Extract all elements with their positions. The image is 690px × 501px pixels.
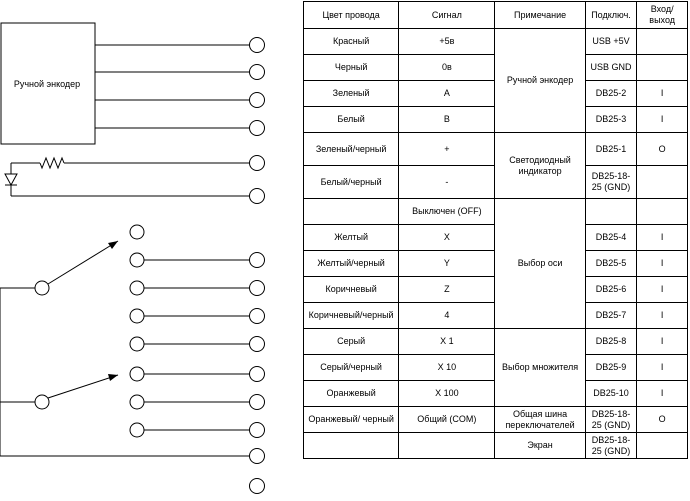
header-wire-color: Цвет провода xyxy=(304,2,399,29)
resistor-symbol xyxy=(40,158,64,168)
table-row xyxy=(304,29,688,55)
cell-connection: DB25-4 xyxy=(585,225,637,251)
cell-io xyxy=(637,55,688,81)
cell-io: I xyxy=(637,303,688,329)
note-led: Светодиодный индикатор xyxy=(495,133,585,199)
cell-io: O xyxy=(637,407,688,433)
terminal-circles xyxy=(250,38,265,494)
switch-wires xyxy=(0,241,249,456)
cell-connection: DB25-3 xyxy=(585,107,637,133)
cell-signal: Z xyxy=(399,277,495,303)
header-note: Примечание xyxy=(495,2,585,29)
led-triangle xyxy=(5,174,17,185)
switch-contacts xyxy=(130,225,144,437)
table-row xyxy=(304,199,688,225)
wiring-diagram xyxy=(0,0,300,501)
cell-io: I xyxy=(637,251,688,277)
cell-color: Оранжевый xyxy=(304,381,399,407)
cell-connection: DB25-2 xyxy=(585,81,637,107)
cell-io: I xyxy=(637,107,688,133)
cell-signal: +5в xyxy=(399,29,495,55)
cell-connection: DB25-18-25 (GND) xyxy=(585,166,637,199)
cell-connection: DB25-1 xyxy=(585,133,637,166)
note-multiplier: Выбор множителя xyxy=(495,329,585,407)
cell-color: Желтый/черный xyxy=(304,251,399,277)
cell-signal: - xyxy=(399,166,495,199)
cell-color: Белый/черный xyxy=(304,166,399,199)
table-row xyxy=(304,329,688,355)
cell-connection: DB25-8 xyxy=(585,329,637,355)
cell-color: Коричневый xyxy=(304,277,399,303)
cell-color xyxy=(304,433,399,459)
led-indicator-symbol xyxy=(5,158,249,196)
cell-color: Белый xyxy=(304,107,399,133)
cell-connection: DB25-7 xyxy=(585,303,637,329)
cell-connection: DB25-18-25 (GND) xyxy=(585,433,637,459)
header-signal: Сигнал xyxy=(399,2,495,29)
table-row xyxy=(304,433,688,459)
cell-signal: X 1 xyxy=(399,329,495,355)
cell-signal: A xyxy=(399,81,495,107)
cell-signal: B xyxy=(399,107,495,133)
cell-signal: Выключен (OFF) xyxy=(399,199,495,225)
cell-io xyxy=(637,29,688,55)
cell-connection: DB25-5 xyxy=(585,251,637,277)
cell-color: Красный xyxy=(304,29,399,55)
cell-color: Зеленый/черный xyxy=(304,133,399,166)
cell-signal: X 10 xyxy=(399,355,495,381)
switch-arrowheads xyxy=(108,241,118,381)
cell-signal: Общий (COM) xyxy=(399,407,495,433)
encoder-wires xyxy=(95,45,249,128)
cell-io: I xyxy=(637,381,688,407)
note-shield: Экран xyxy=(495,433,585,459)
cell-io: I xyxy=(637,329,688,355)
cell-connection: USB +5V xyxy=(585,29,637,55)
cell-signal: + xyxy=(399,133,495,166)
cell-color: Зеленый xyxy=(304,81,399,107)
note-encoder: Ручной энкодер xyxy=(495,29,585,133)
encoder-box-label: Ручной энкодер xyxy=(13,79,81,89)
cell-io: O xyxy=(637,133,688,166)
cell-connection: DB25-9 xyxy=(585,355,637,381)
cell-color: Серый xyxy=(304,329,399,355)
note-axis: Выбор оси xyxy=(495,199,585,329)
cell-color: Черный xyxy=(304,55,399,81)
cell-signal: X xyxy=(399,225,495,251)
wire-table xyxy=(303,1,688,459)
cell-io xyxy=(637,433,688,459)
cell-io: I xyxy=(637,355,688,381)
cell-connection: DB25-6 xyxy=(585,277,637,303)
table-row xyxy=(304,133,688,166)
cell-signal: 0в xyxy=(399,55,495,81)
cell-signal xyxy=(399,433,495,459)
note-common: Общая шина переключателей xyxy=(495,407,585,433)
header-io: Вход/ выход xyxy=(637,2,688,29)
multiplier-switch-arm xyxy=(48,375,118,398)
cell-color xyxy=(304,199,399,225)
cell-io: I xyxy=(637,277,688,303)
cell-connection: DB25-10 xyxy=(585,381,637,407)
cell-connection: DB25-18-25 (GND) xyxy=(585,407,637,433)
cell-io: I xyxy=(637,81,688,107)
header-connection: Подключ. xyxy=(585,2,637,29)
axis-switch-arm xyxy=(48,241,118,284)
cell-color: Коричневый/черный xyxy=(304,303,399,329)
cell-signal: X 100 xyxy=(399,381,495,407)
cell-io xyxy=(637,166,688,199)
cell-color: Желтый xyxy=(304,225,399,251)
cell-io: I xyxy=(637,225,688,251)
cell-connection xyxy=(585,199,637,225)
cell-signal: 4 xyxy=(399,303,495,329)
switch-pivots xyxy=(35,281,49,409)
table-header-row xyxy=(304,2,688,29)
cell-signal: Y xyxy=(399,251,495,277)
table-row xyxy=(304,407,688,433)
cell-color: Серый/черный xyxy=(304,355,399,381)
cell-color: Оранжевый/ черный xyxy=(304,407,399,433)
cell-io xyxy=(637,199,688,225)
cell-connection: USB GND xyxy=(585,55,637,81)
